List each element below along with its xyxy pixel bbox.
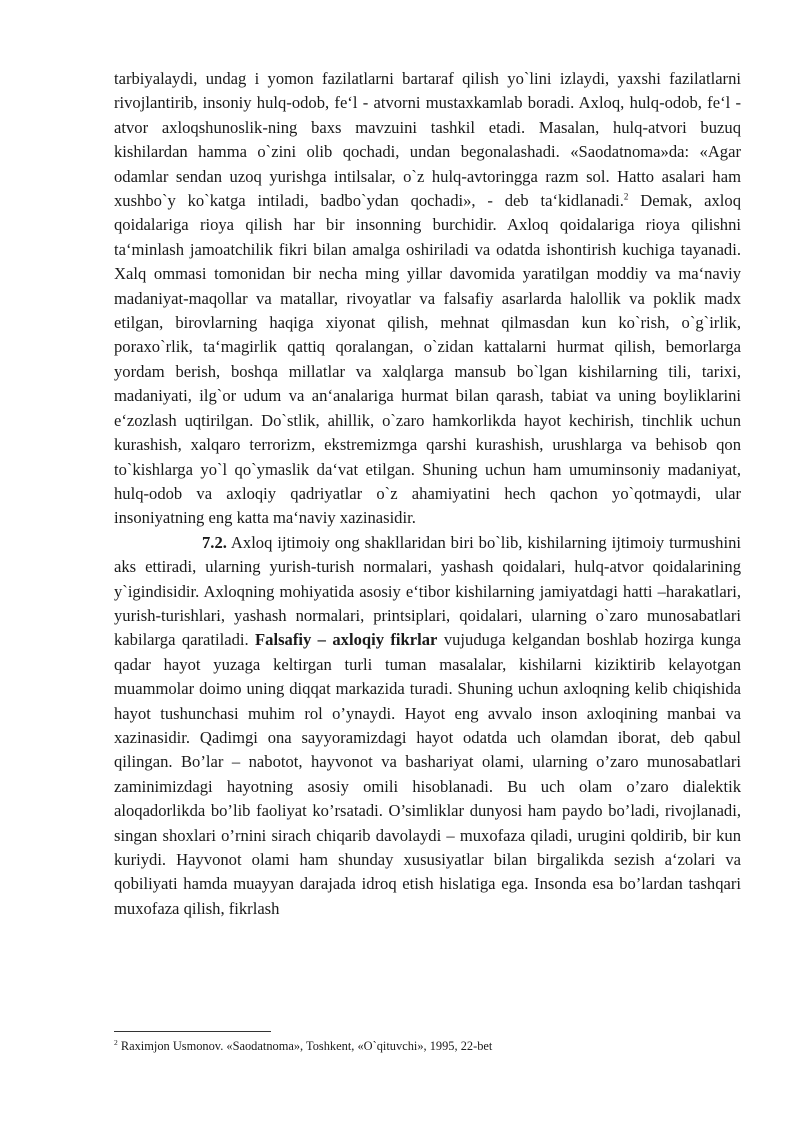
- page-body: [114, 67, 741, 921]
- paragraph: [114, 67, 741, 531]
- paragraph-text: Demak, axloq qoidalariga rioya qilish har bir insonning burchidir. Axloq qoidalariga rioya qilishni ta‘minlash jamoatchilik fikri bilan amalga oshiriladi va odatda ishontirish kuchiga tayanadi. Xalq ommasi tomonidan bir necha ming yillar davomida yaratilgan moddiy va ma‘naviy madaniyat-maqollar va matallar, rivoyatlar va falsafiy asarlarda halollik va poklik madx etilgan, birovlarning haqiga xiyonat qilish, mehnat qilmasdan kun ko`rish, o`g`irlik, poraxo`rlik, ta‘magirlik qattiq qoralangan, o`zidan kattalarni hurmat qilish, bemorlarga yordam berish, boshqa millatlar va xalqlarga mansub bo`lgan kishilarning tili, tarixi, madaniyati, ilg`or udum va an‘analariga hurmat bilan qarash, tabiat va uning boyliklarini e‘zozlash uqtirilgan. Do`stlik, ahillik, o`zaro hamkorlikda hayot kechirish, tinchlik uchun kurashish, xalqaro terrorizm, ekstremizmga qarshi kurashish, urushlarga va behisob qon to`kishlarga yo`l qo`ymaslik da‘vat etilgan. Shuning uchun ham umuminsoniy madaniyat, hulq-odob va axloqiy qadriyatlar o`z ahamiyatini hech qachon yo`qotmaydi, ular insoniyatning eng katta ma‘naviy xazinasidir.: [114, 191, 741, 528]
- bold-term: Falsafiy – axloqiy fikrlar: [255, 630, 438, 650]
- footnote-separator: [114, 1031, 271, 1032]
- footnote-text: Raximjon Usmonov. «Saodatnoma», Toshkent, «O`qituvchi», 1995, 22-bet: [117, 1039, 493, 1053]
- footnote: [114, 1039, 741, 1054]
- paragraph: [114, 531, 741, 922]
- paragraph-text: Axloq ijtimoiy ong shakllaridan biri bo`lib, kishilarning ijtimoiy turmushini aks ettiradi, ularning yurish-turish normalari, yashash qoidalari, hulq-atvor qoidalarining y`igindisidir. Axloqning mohiyatida asosiy e‘tibor kishilarning jamiyatdagi hatti –harakatlari, yurish-turishlari, yashash normalari, printsiplari, qoidalari, ularning o`zaro munosabatlari kabilarga qaratiladi.: [114, 532, 741, 650]
- paragraph-text: tarbiyalaydi, undag i yomon fazilatlarni bartaraf qilish yo`lini izlaydi, yaxshi fazilatlarni rivojlantirib, insoniy hulq-odob, fe‘l - atvorni mustaxkamlab boradi. Axloq, hulq-odob, fe‘l - atvor axloqshunoslik-ning baxs mavzuini tashkil etadi. Masalan, hulq-atvori buzuq kishilardan hamma o`zini olib qochadi, undan begonalashadi. «Saodatnoma»da: «Agar odamlar sendan uzoq yurishga intilsalar, o`z hulq-avtoringga razm sol. Hatto asalari ham xushbo`y ko`katga intiladi, badbo`ydan qochadi», - deb ta‘kidlanadi.: [114, 69, 741, 211]
- footnote-reference[interactable]: 2: [623, 191, 629, 202]
- footnote-number: 2: [114, 1037, 118, 1047]
- section-number: 7.2.: [202, 532, 227, 552]
- paragraph-text: vujuduga kelgandan boshlab hozirga kunga qadar hayot yuzaga keltirgan turli tuman masalalar, kishilarni kiziktirib kelayotgan muammolar doimo uning diqqat markazida turadi. Shuning uchun axloqning kelib chiqishida hayot tushunchasi muhim rol o’ynaydi. Hayot eng avvalo inson axloqining manbai va xazinasidir. Qadimgi ona sayyoramizdagi hayot odatda uch olamdan iborat, deb qabul qilingan. Bo’lar – nabotot, hayvonot va bashariyat olami, ularning o’zaro munosabatlari zaminimizdagi hayotning asosiy omili hisoblanadi. Bu uch olam o’zaro dialektik aloqadorlikda bo’lib faoliyat ko’rsatadi. O’simliklar dunyosi ham paydo bo’ladi, rivojlanadi, singan shoxlari o’rnini sirach chiqarib davolaydi – muxofaza qiladi, urugini qoldirib, bir kun kuriydi. Hayvonot olami ham shunday xususiyatlar bilan birgalikda sezish a‘zolari va qobiliyati hamda muayyan darajada idroq etish hislatiga ega. Insonda esa bo’lardan tashqari muxofaza qilish, fikrlash: [114, 630, 741, 918]
